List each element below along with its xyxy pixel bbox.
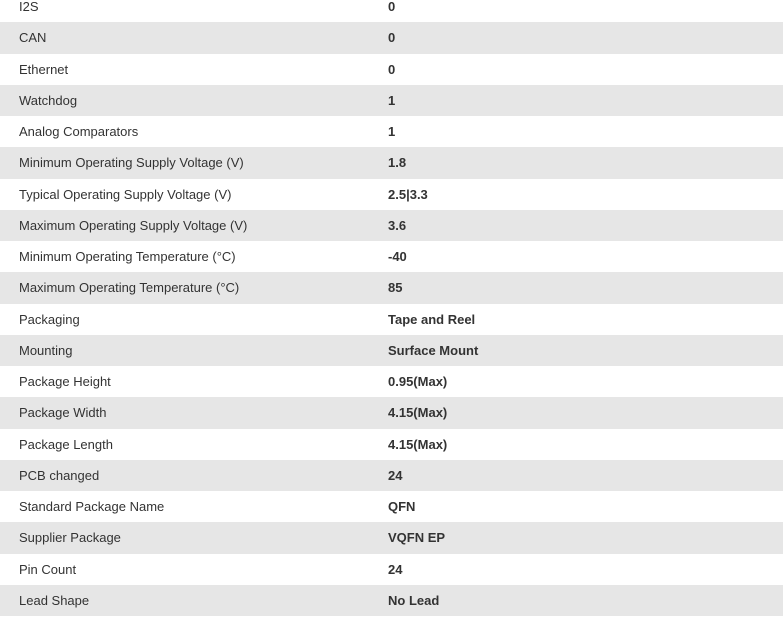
spec-value: 1 — [388, 124, 396, 140]
spec-value: 3.6 — [388, 217, 407, 233]
spec-label: I2S — [19, 0, 39, 15]
spec-value: Tape and Reel — [388, 311, 476, 327]
spec-row — [0, 85, 783, 116]
spec-row — [0, 179, 783, 210]
spec-row — [0, 335, 783, 366]
spec-value: QFN — [388, 499, 416, 515]
spec-row — [0, 460, 783, 491]
spec-label: Minimum Operating Supply Voltage (V) — [19, 155, 244, 171]
spec-label: Package Height — [19, 374, 111, 390]
spec-row — [0, 54, 783, 85]
spec-row — [0, 397, 783, 428]
spec-value: Surface Mount — [388, 342, 479, 358]
spec-row — [0, 522, 783, 553]
spec-value: No Lead — [388, 592, 440, 608]
spec-value: VQFN EP — [388, 530, 446, 546]
spec-row — [0, 366, 783, 397]
spec-label: Mounting — [19, 342, 73, 358]
spec-label: Maximum Operating Temperature (°C) — [19, 280, 240, 296]
spec-row — [0, 116, 783, 147]
spec-label: Supplier Package — [19, 530, 121, 546]
spec-row — [0, 429, 783, 460]
spec-row — [0, 0, 783, 22]
spec-value: 0 — [388, 61, 396, 77]
spec-value: 2.5|3.3 — [388, 186, 428, 202]
spec-label: CAN — [19, 30, 47, 46]
spec-value: 1 — [388, 92, 396, 108]
spec-value: 85 — [388, 280, 403, 296]
spec-row — [0, 491, 783, 522]
spec-label: PCB changed — [19, 467, 100, 483]
spec-label: Analog Comparators — [19, 124, 139, 140]
spec-value: 0 — [388, 0, 396, 15]
spec-label: Standard Package Name — [19, 499, 165, 515]
spec-value: 1.8 — [388, 155, 407, 171]
spec-row — [0, 241, 783, 272]
spec-label: Pin Count — [19, 561, 77, 577]
spec-row — [0, 554, 783, 585]
spec-label: Maximum Operating Supply Voltage (V) — [19, 217, 248, 233]
spec-row — [0, 22, 783, 53]
spec-value: 0 — [388, 30, 396, 46]
spec-label: Minimum Operating Temperature (°C) — [19, 249, 236, 265]
spec-label: Typical Operating Supply Voltage (V) — [19, 186, 232, 202]
spec-label: Packaging — [19, 311, 80, 327]
spec-value: -40 — [388, 249, 407, 265]
spec-label: Watchdog — [19, 92, 78, 108]
spec-value: 24 — [388, 467, 403, 483]
spec-value: 24 — [388, 561, 403, 577]
spec-row — [0, 210, 783, 241]
spec-value: 4.15(Max) — [388, 436, 448, 452]
spec-value: 4.15(Max) — [388, 405, 448, 421]
spec-row — [0, 147, 783, 178]
spec-row — [0, 585, 783, 616]
spec-label: Ethernet — [19, 61, 69, 77]
spec-row — [0, 272, 783, 303]
spec-row — [0, 304, 783, 335]
spec-label: Package Length — [19, 436, 113, 452]
spec-value: 0.95(Max) — [388, 374, 448, 390]
spec-label: Package Width — [19, 405, 107, 421]
spec-label: Lead Shape — [19, 592, 90, 608]
